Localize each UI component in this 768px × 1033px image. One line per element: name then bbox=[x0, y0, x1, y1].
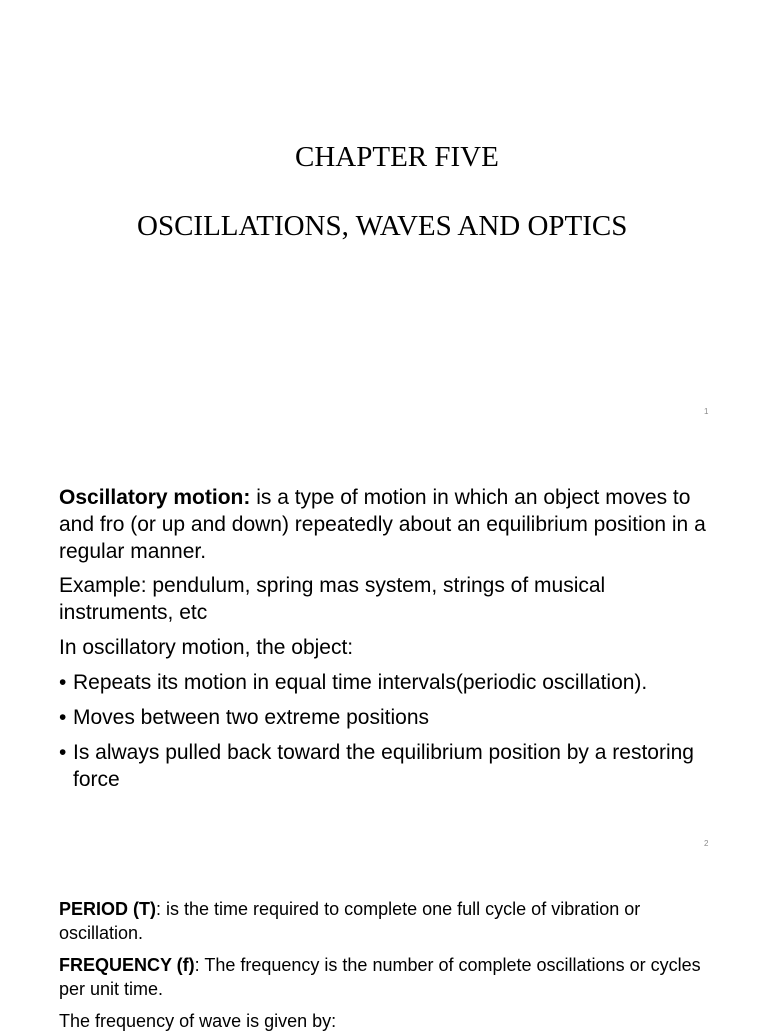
slide-oscillatory-motion bbox=[0, 432, 768, 864]
frequency-text: : The frequency is the number of complete oscillations or cycles per unit time. bbox=[59, 955, 701, 999]
frequency-wave-text: The frequency of wave is given by: bbox=[59, 1011, 337, 1031]
definition-term: Oscillatory motion: bbox=[59, 486, 251, 509]
bullet-icon: • bbox=[59, 706, 67, 729]
list-item-text: Is always pulled back toward the equilibrium position by a restoring force bbox=[73, 741, 694, 791]
list-item-text: Moves between two extreme positions bbox=[73, 706, 430, 729]
example-text: Example: pendulum, spring mas system, strings of musical instruments, etc bbox=[59, 574, 606, 624]
chapter-subtitle: OSCILLATIONS, WAVES AND OPTICS bbox=[137, 210, 628, 242]
period-term: PERIOD (T) bbox=[59, 899, 156, 919]
intro-text: In oscillatory motion, the object: bbox=[59, 636, 354, 659]
period-text: : is the time required to complete one full cycle of vibration or oscillation. bbox=[59, 899, 641, 943]
list-item-text: Repeats its motion in equal time intervals(periodic oscillation). bbox=[73, 671, 648, 694]
bullet-icon: • bbox=[59, 741, 67, 764]
slide-period-frequency bbox=[0, 864, 768, 1031]
frequency-term: FREQUENCY (f) bbox=[59, 955, 195, 975]
page-number: 2 bbox=[704, 839, 709, 848]
list-item bbox=[59, 669, 719, 696]
slide-title bbox=[0, 0, 768, 432]
period-definition bbox=[59, 897, 719, 945]
frequency-definition bbox=[59, 953, 719, 1001]
list-item bbox=[59, 704, 719, 731]
oscillatory-motion-definition bbox=[59, 484, 719, 565]
chapter-title: CHAPTER FIVE bbox=[295, 141, 499, 173]
list-item bbox=[59, 739, 719, 793]
definition-text: is a type of motion in which an object moves to and fro (or up and down) repeatedly about an equilibrium position in a regular manner. bbox=[59, 486, 706, 563]
bullet-icon: • bbox=[59, 671, 67, 694]
page-number: 1 bbox=[704, 407, 709, 416]
